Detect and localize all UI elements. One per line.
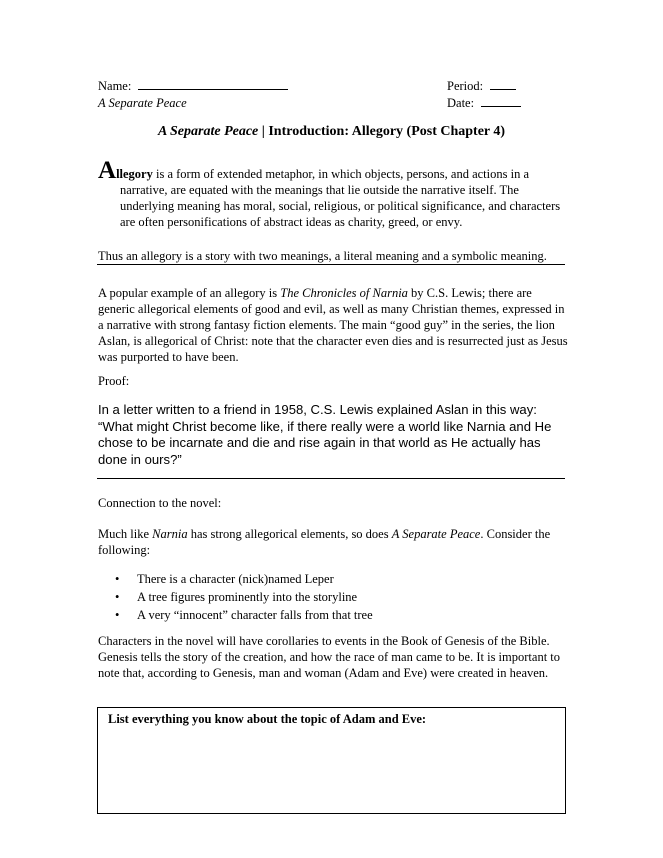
much-before: Much like [98,527,153,541]
list-item-text: There is a character (nick)named Leper [137,572,334,586]
list-item-text: A very “innocent” character falls from that tree [137,608,373,622]
definition-first-rest: is a form of extended metaphor, in which objects, persons, and actions in a [152,167,529,181]
lewis-quote: In a letter written to a friend in 1958, C.S. Lewis explained Aslan in this way: “What might Christ become like, if there really were a world like Narnia and He chose to be incarnate and die and rise again in that world as He actually has done in ours?” [98,402,552,467]
name-label: Name: [98,79,132,93]
much-after: . Consider the following: [98,527,551,557]
characters-paragraph: Characters in the novel will have corollaries to events in the Book of Genesis of the Bible. Genesis tells the story of the creation, and how the race of man came to be. It is important to note that, according to Genesis, man and woman (Adam and Eve) were created in heaven. [98,634,561,680]
allegory-definition [98,157,568,230]
drop-cap: A [98,157,117,184]
popular-before: A popular example of an allegory is [98,286,281,300]
period-label: Period: [447,79,484,93]
adam-eve-answer-box[interactable] [97,707,566,814]
period-blank[interactable] [490,78,516,90]
bullet-icon: • [115,608,120,622]
divider-rule [97,264,565,265]
definition-first-line [98,157,568,184]
definition-keyword: llegory [116,167,153,181]
answer-box-prompt: List everything you know about the topic of Adam and Eve: [108,712,427,726]
much-book: A Separate Peace [391,527,481,541]
list-item [115,606,373,624]
header-right [447,78,521,112]
date-blank[interactable] [481,95,521,107]
list-item-text: A tree figures prominently into the storyline [137,590,358,604]
proof-label: Proof: [98,374,130,388]
list-item [115,588,373,606]
divider-rule [97,478,565,479]
bullet-list [115,570,373,624]
bullet-icon: • [115,572,120,586]
period-line [447,78,521,95]
thus-statement: Thus an allegory is a story with two meanings, a literal meaning and a symbolic meaning. [98,249,547,263]
connection-label: Connection to the novel: [98,496,222,510]
date-label: Date: [447,96,475,110]
much-like-paragraph [98,526,568,558]
much-middle: has strong allegorical elements, so does [187,527,392,541]
book-title-line: A Separate Peace [98,96,187,110]
name-line [98,78,288,95]
list-item [115,570,373,588]
page-title [0,124,663,140]
popular-book: The Chronicles of Narnia [280,286,408,300]
name-blank[interactable] [138,78,288,90]
definition-continuation: narrative, are equated with the meanings that lie outside the narrative itself. The underlying meaning has moral, social, religious, or political significance, and characters are often personifications of abstract ideas as charity, greed, or envy. [120,183,561,229]
much-narnia: Narnia [152,527,188,541]
title-book: A Separate Peace [157,124,259,139]
title-rest: | Introduction: Allegory (Post Chapter 4) [258,124,506,139]
popular-example-paragraph [98,285,568,365]
date-line [447,95,521,112]
bullet-icon: • [115,590,120,604]
popular-after: by C.S. Lewis; there are generic allegorical elements of good and evil, as well as many Christian themes, expressed in a narrative with strong fantasy fiction elements. The main “good guy” in the series, the lion Aslan, is allegorical of Christ: note that the character even dies and is resurrected just as Jesus was purported to have been. [98,286,568,364]
header-left [98,78,288,112]
